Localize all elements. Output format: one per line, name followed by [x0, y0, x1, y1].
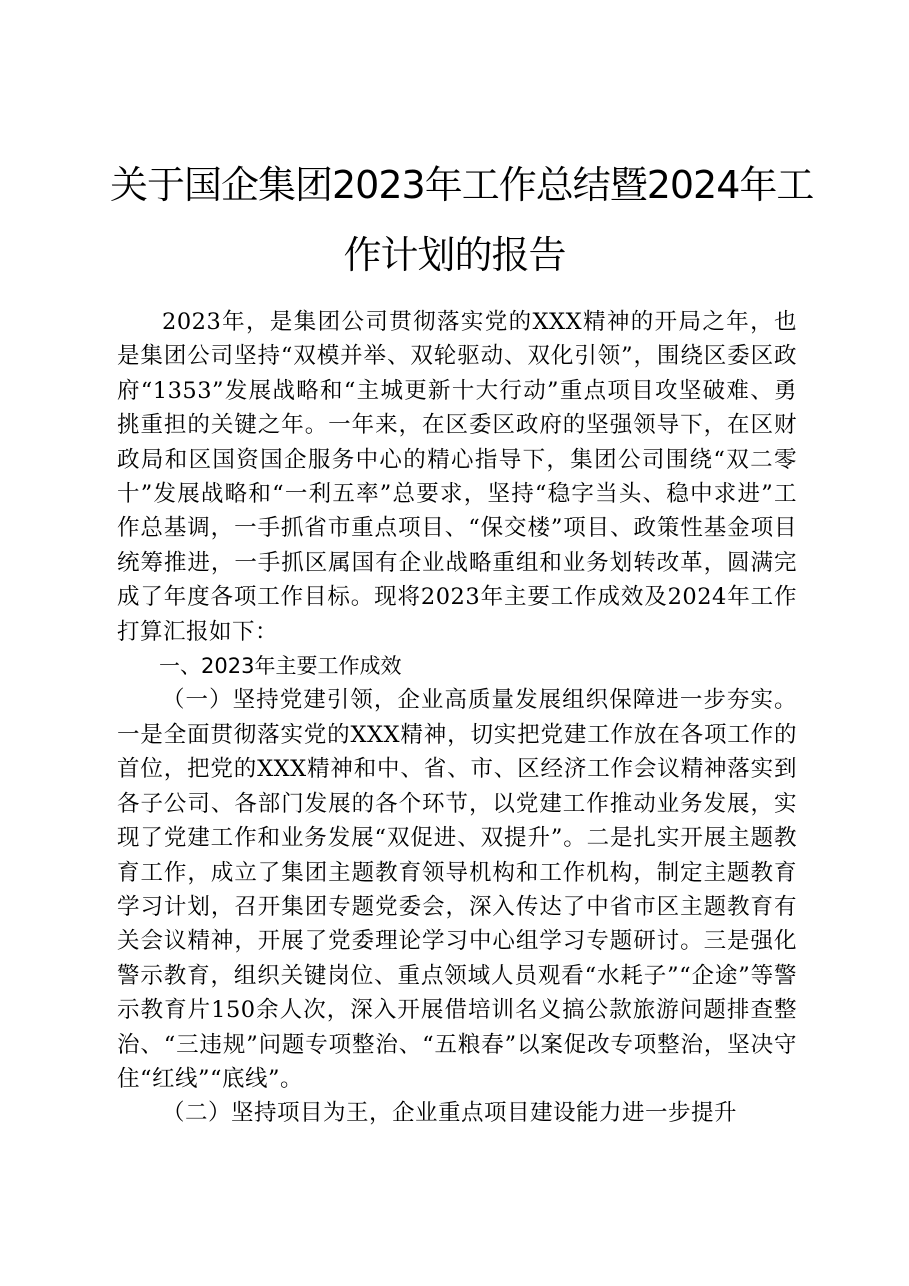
document-title: [110, 150, 814, 290]
intro-paragraph: 2023年，是集团公司贯彻落实党的XXX精神的开局之年，也是集团公司坚持“双模并举、双轮驱动、双化引领”，围绕区委区政府“1353”发展战略和“主城更新十大行动”重点项目攻坚破难、勇挑重担的关键之年。一年来，在区委区政府的坚强领导下，在区财政局和区国资国企服务中心的精心指导下，集团公司围绕“双二零十”发展战略和“一利五率”总要求，坚持“稳字当头、稳中求进”工作总基调，一手抓省市重点项目、“保交楼”项目、政策性基金项目统筹推进，一手抓区属国有企业战略重组和业务划转改革，圆满完成了年度各项工作目标。现将2023年主要工作成效及2024年工作打算汇报如下：: [117, 309, 797, 645]
title-line-2: 作计划的报告: [343, 233, 566, 277]
section-1-paragraph-2: （二）坚持项目为王，企业重点项目建设能力进一步提升: [162, 1100, 738, 1127]
section-heading-1: 一、2023年主要工作成效: [159, 654, 402, 679]
document-body: [117, 305, 797, 1131]
title-line-1: 关于国企集团2023年工作总结暨2024年工: [110, 163, 814, 207]
section-1-paragraph-1: （一）坚持党建引领，企业高质量发展组织保障进一步夯实。一是全面贯彻落实党的XXX精神，切实把党建工作放在各项工作的首位，把党的XXX精神和中、省、市、区经济工作会议精神落实到各子公司、各部门发展的各个环节，以党建工作推动业务发展，实现了党建工作和业务发展“双促进、双提升”。二是扎实开展主题教育工作，成立了集团主题教育领导机构和工作机构，制定主题教育学习计划，召开集团专题党委会，深入传达了中省市区主题教育有关会议精神，开展了党委理论学习中心组学习专题研讨。三是强化警示教育，组织关键岗位、重点领域人员观看“水耗子”“企途”等警示教育片150余人次，深入开展借培训名义搞公款旅游问题排查整治、“三违规”问题专项整治、“五粮春”以案促改专项整治，坚决守住“红线”“底线”。: [117, 687, 797, 1092]
